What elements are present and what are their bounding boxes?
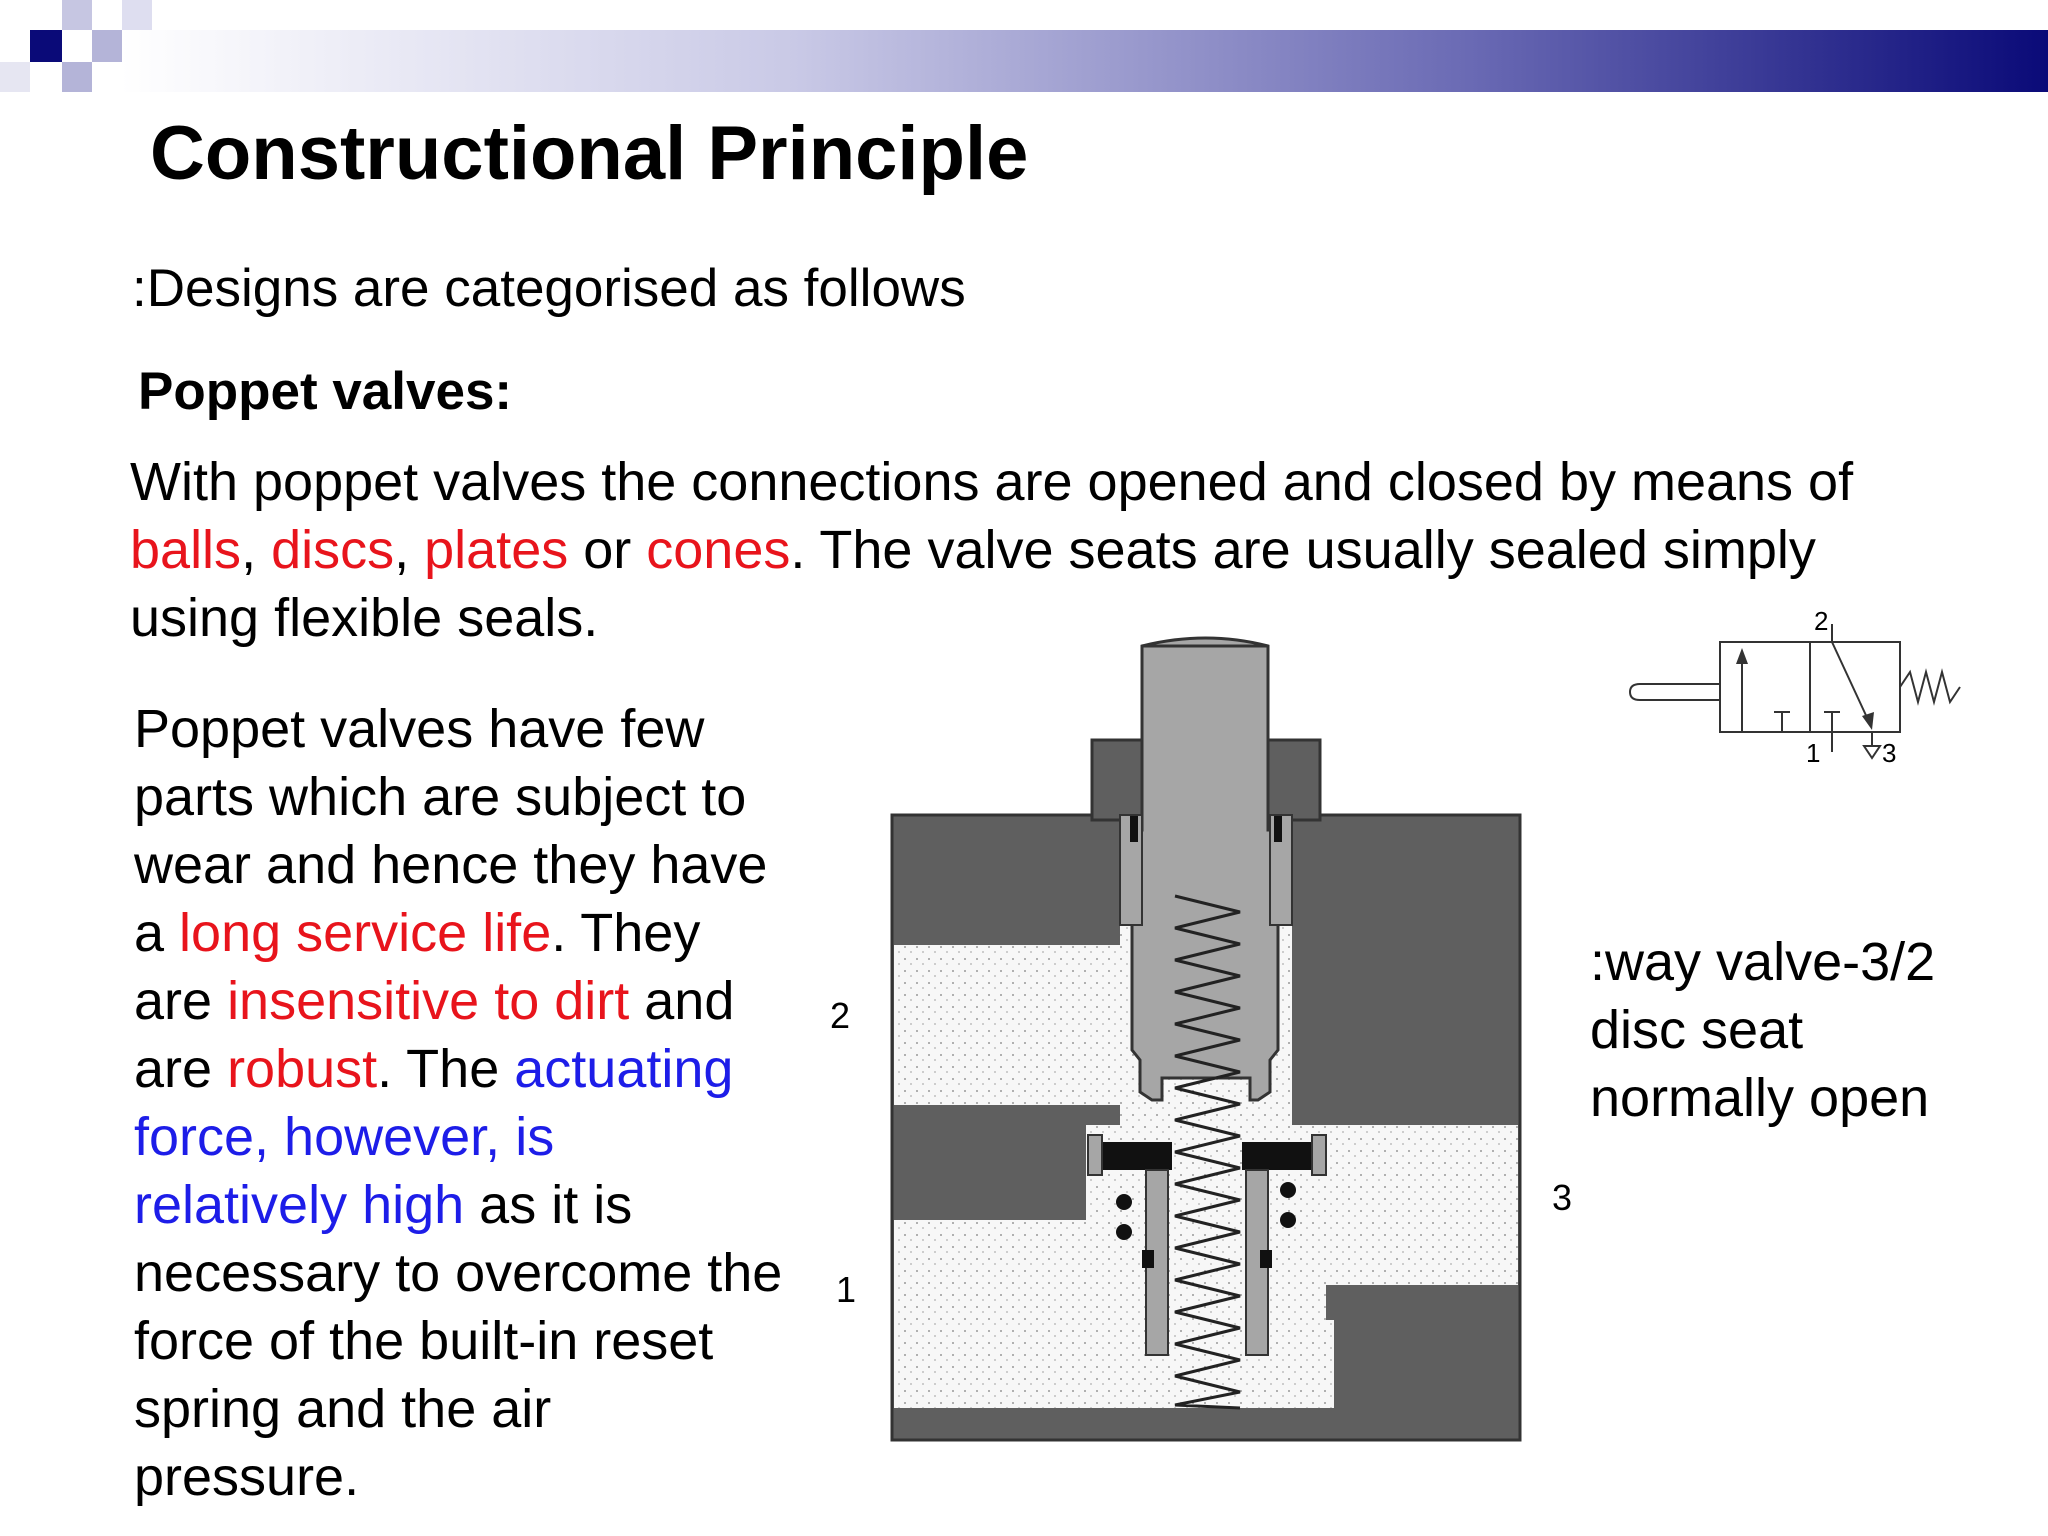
keyword-actuating: actuating <box>514 1039 734 1099</box>
para2-line-13: pressure. <box>134 1447 360 1507</box>
right-disc-holder <box>1312 1135 1326 1175</box>
diagram-port-3-label: 3 <box>1552 1177 1573 1218</box>
keyword-plates: plates <box>424 520 569 580</box>
banner-square-dark <box>30 30 62 62</box>
keyword-insensitive-to-dirt: insensitive to dirt <box>227 971 630 1031</box>
keyword-long-service-life: long service life <box>179 903 552 963</box>
keyword-discs: discs <box>271 520 395 580</box>
para1-sep-2: , <box>394 520 425 580</box>
right-small-seal <box>1260 1250 1272 1268</box>
para2-line-6b: . The <box>377 1039 515 1099</box>
o-ring-right-top <box>1280 1182 1296 1198</box>
left-disc-seat <box>1094 1142 1172 1170</box>
keyword-balls: balls <box>130 520 242 580</box>
para1-text-2: . The valve seats are usually sealed simply <box>790 520 1816 580</box>
keyword-force-however: force, however, is <box>134 1107 555 1167</box>
banner-square-light-4 <box>0 62 30 92</box>
banner-gradient-bar <box>120 30 2048 92</box>
keyword-cones: cones <box>646 520 791 580</box>
flow-arrow-up-icon <box>1736 648 1748 664</box>
valve-iso-symbol <box>1620 604 2000 784</box>
flow-arrow-diagonal-icon <box>1862 712 1874 730</box>
para2-line-5a: are <box>134 971 228 1031</box>
diagram-port-2-label: 2 <box>830 995 851 1036</box>
keyword-robust: robust <box>227 1039 378 1099</box>
para1-text-1: With poppet valves the connections are opened and closed by means of <box>130 452 1854 512</box>
para2-line-10: necessary to overcome the <box>134 1243 783 1303</box>
left-disc-holder <box>1088 1135 1102 1175</box>
keyword-relatively-high: relatively high <box>134 1175 465 1235</box>
header-banner <box>0 0 2048 120</box>
para2-line-5b: and <box>629 971 735 1031</box>
para1-sep-3: or <box>568 520 647 580</box>
o-ring-left-top <box>1116 1194 1132 1210</box>
poppet-properties-paragraph <box>134 695 857 1511</box>
para2-line-3: wear and hence they have <box>134 835 768 895</box>
page-title: Constructional Principle <box>150 111 1029 196</box>
caption-line-2: disc seat <box>1590 1000 1804 1060</box>
para2-line-4b: . They <box>551 903 701 963</box>
symbol-port-2-label: 2 <box>1814 606 1829 636</box>
para2-line-1: Poppet valves have few <box>134 699 705 759</box>
symbol-box-left <box>1720 642 1810 732</box>
right-seal <box>1274 816 1282 842</box>
exhaust-triangle-icon <box>1864 746 1880 758</box>
diagram-port-1-label: 1 <box>836 1269 857 1310</box>
para1-text-3: using flexible seals. <box>130 588 599 648</box>
right-disc-seat <box>1242 1142 1320 1170</box>
para2-line-9b: as it is <box>464 1175 633 1235</box>
intro-text: :Designs are categorised as follows <box>132 259 966 318</box>
return-spring-symbol <box>1900 672 1960 702</box>
banner-square-light-3 <box>62 62 92 92</box>
para2-line-11: force of the built-in reset <box>134 1311 714 1371</box>
plunger-actuator-symbol <box>1630 684 1720 700</box>
caption-line-1: :way valve-3/2 <box>1590 932 1936 992</box>
o-ring-left-bottom <box>1116 1224 1132 1240</box>
para2-line-4a: a <box>134 903 180 963</box>
port-1-chamber <box>894 1220 1094 1330</box>
symbol-box-right <box>1810 642 1900 732</box>
valve-cross-section-diagram <box>830 620 1590 1450</box>
para1-sep-1: , <box>241 520 272 580</box>
para2-line-6a: are <box>134 1039 228 1099</box>
symbol-port-1-label: 1 <box>1806 738 1821 768</box>
banner-square-light-5 <box>122 0 152 30</box>
left-small-seal <box>1142 1250 1154 1268</box>
left-seal <box>1130 816 1138 842</box>
section-heading: Poppet valves: <box>138 362 513 421</box>
o-ring-right-bottom <box>1280 1212 1296 1228</box>
para2-line-2: parts which are subject to <box>134 767 747 827</box>
symbol-port-3-label: 3 <box>1882 738 1897 768</box>
banner-square-light-2 <box>92 30 122 62</box>
banner-square-light-1 <box>62 0 92 30</box>
para2-line-12: spring and the air <box>134 1379 552 1439</box>
valve-caption <box>1590 928 1935 1132</box>
caption-line-3: normally open <box>1590 1068 1930 1128</box>
